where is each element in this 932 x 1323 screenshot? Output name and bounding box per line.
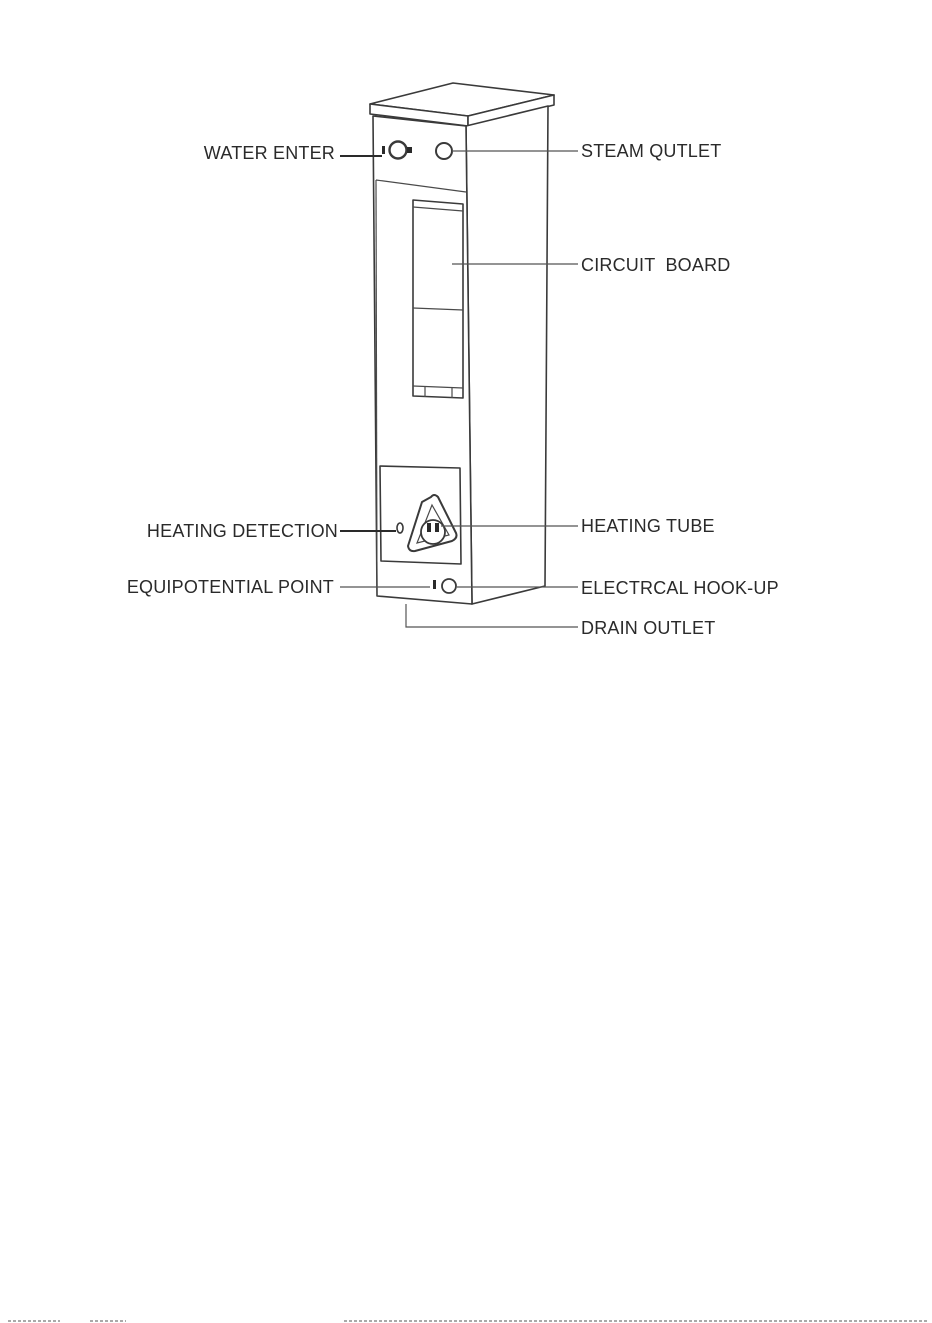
heating-panel — [380, 466, 461, 564]
equipotential-point-pin — [433, 580, 436, 589]
leader-drain-outlet — [406, 604, 578, 627]
circuit-board-box — [413, 200, 463, 398]
label-water-enter: WATER ENTER — [203, 143, 335, 163]
water-enter-tab-left — [382, 146, 385, 154]
label-drain-outlet: DRAIN OUTLET — [581, 618, 716, 638]
label-circuit-board: CIRCUIT BOARD — [581, 255, 731, 275]
label-electrical-hookup: ELECTRCAL HOOK-UP — [581, 578, 779, 598]
circuit-board-housing — [413, 200, 463, 398]
cabinet-side-panel — [466, 106, 548, 604]
label-heating-tube: HEATING TUBE — [581, 516, 715, 536]
label-equipotential-point: EQUIPOTENTIAL POINT — [126, 577, 334, 597]
label-heating-detection: HEATING DETECTION — [146, 521, 338, 541]
water-enter-tab-right — [407, 147, 412, 153]
label-steam-outlet: STEAM QUTLET — [581, 141, 722, 161]
heating-tube-terminal-left — [427, 523, 431, 532]
heating-tube-terminal-right — [435, 523, 439, 532]
heating-tube-cap — [421, 520, 445, 544]
